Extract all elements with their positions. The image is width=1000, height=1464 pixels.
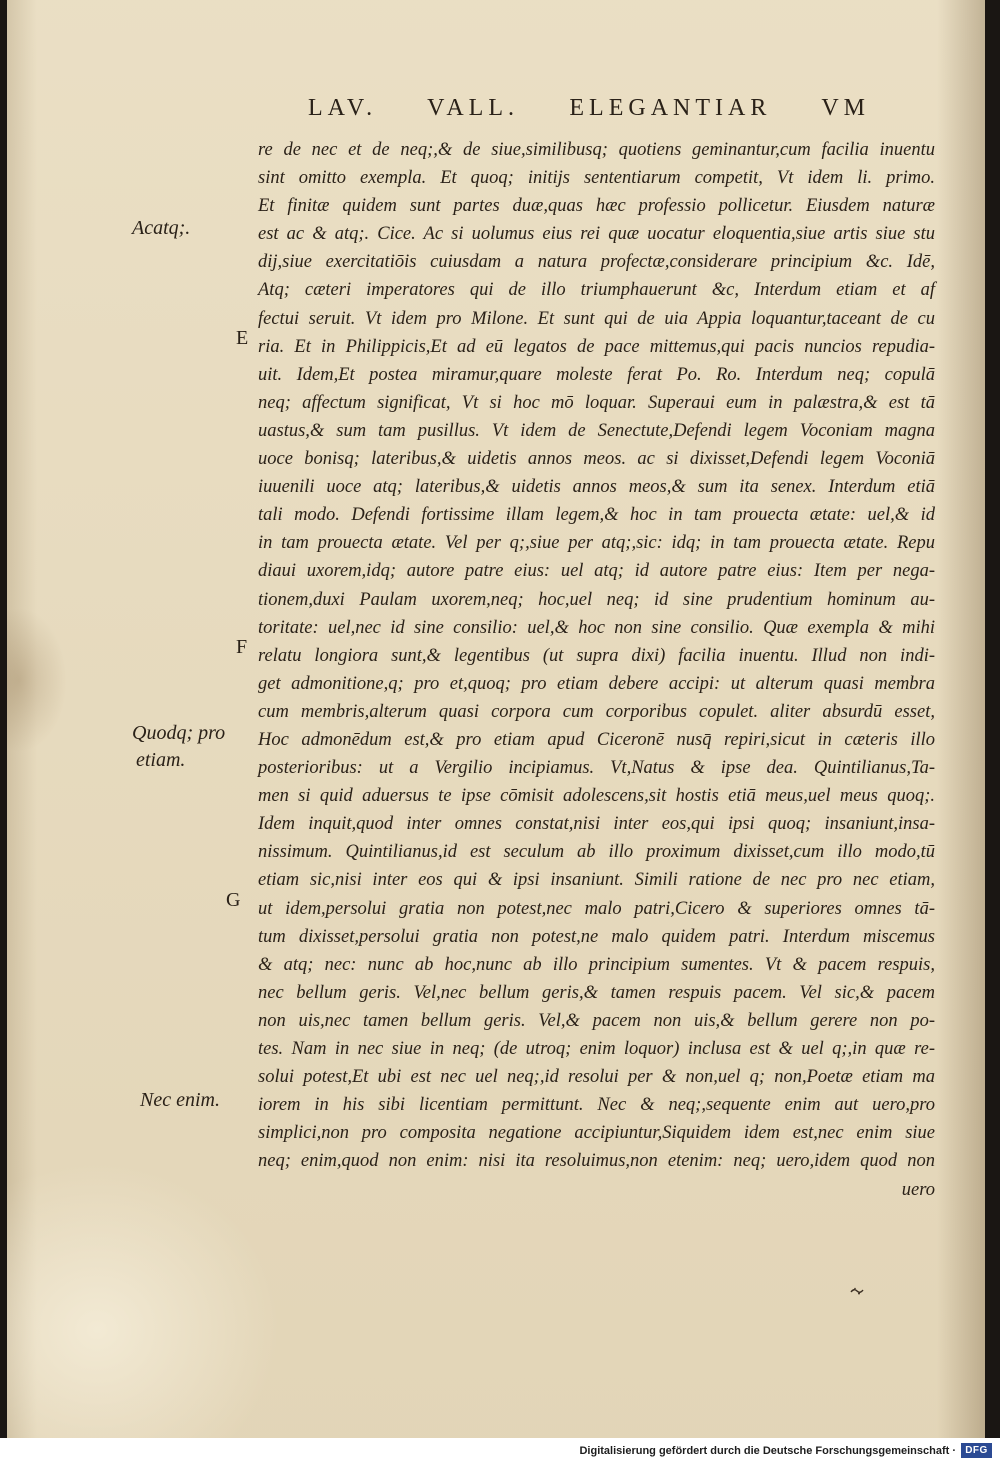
text-line: non uis,nec tamen bellum geris. Vel,& pacem non uis,& bellum gerere non po-	[258, 1010, 935, 1031]
text-line: Atq; cæteri imperatores qui de illo triumphauerunt &c, Interdum etiam et af	[258, 280, 935, 301]
text-line: ria. Et in Philippicis,Et ad eū legatos de pace mittemus,qui pacis nuncios repudia-	[258, 336, 935, 357]
text-line: in tam prouecta ætate. Vel per q;,siue per atq;,sic: idq; in tam prouecta ætate. Repu	[258, 533, 935, 554]
funding-credit: Digitalisierung gefördert durch die Deutsche Forschungsgemeinschaft ·	[579, 1445, 956, 1457]
dfg-logo: DFG	[961, 1443, 992, 1458]
section-marker-g: G	[226, 889, 241, 911]
text-line: posterioribus: ut a Vergilio incipiamus. Vt,Natus & ipse dea. Quintilianus,Ta-	[258, 758, 935, 779]
text-line: simplici,non pro composita negatione accipiuntur,Siquidem idem est,nec enim siue	[258, 1123, 935, 1144]
text-line: neq; affectum significat, Vt si hoc mō loquar. Superaui eum in palæstra,& est tā	[258, 392, 935, 413]
text-line: iorem in his sibi licentiam permittunt. Nec & neq;,sequente enim aut uero,pro	[258, 1095, 935, 1116]
text-line: toritate: uel,nec id sine consilio: uel,& hoc non sine consilio. Quæ exempla & mihi	[258, 617, 935, 638]
section-marker-e: E	[236, 327, 249, 349]
printer-mark	[850, 1286, 866, 1296]
text-line: tum dixisset,persolui gratia non potest,ne malo quidem patri. Interdum miscemus	[258, 926, 935, 947]
digitization-footer	[0, 1438, 1000, 1464]
text-line: dij,siue exercitatiōis cuiusdam a natura profectæ,considerare principium &c. Idē,	[258, 252, 935, 273]
text-line: uoce bonisq; lateribus,& uidetis annos meos. ac si dixisset,Defendi legem Voconiā	[258, 449, 935, 470]
text-line: & atq; nec: nunc ab hoc,nunc ab illo principium sumentes. Vt & pacem respuis,	[258, 954, 935, 975]
text-line: cum membris,alterum quasi corpora cum corporibus copulet. aliter absurdū esset,	[258, 701, 935, 722]
text-line: ut idem,persolui gratia non potest,nec malo patri,Cicero & superiores omnes tā-	[258, 898, 935, 919]
text-line: Hoc admonēdum est,& pro etiam apud Ciceronē nusq̄ repiri,sicut in cæteris illo	[258, 729, 935, 750]
text-line: Et finitæ quidem sunt partes duæ,quas hæc professio pollicetur. Eiusdem naturæ	[258, 196, 935, 217]
text-line: sint omitto exempla. Et quoq; initijs sententiarum competit, Vt idem li. primo.	[258, 168, 935, 189]
catchword: uero	[901, 1180, 935, 1200]
text-line: diaui uxorem,idq; autore patre eius: uel atq; id autore patre eius: Item per nega-	[258, 561, 935, 582]
section-marker-f: F	[236, 636, 248, 658]
text-line: men si quid aduersus te ipse cōmisit adolescens,sit hostis etiā meus,uel meus quoq;.	[258, 786, 935, 807]
text-line: uit. Idem,Et postea miramur,quare moleste ferat Po. Ro. Interdum neq; copulā	[258, 364, 935, 385]
text-line: re de nec et de neq;,& de siue,similibusq; quotiens geminantur,cum facilia inuentu	[258, 140, 935, 160]
text-line: est ac & atq;. Cice. Ac si uolumus eius rei quæ uocatur eloquentia,siue artis siue stu	[258, 224, 935, 245]
text-line: relatu longiora sunt,& legentibus (ut supra dixi) facilia inuentu. Illud non indi-	[258, 645, 935, 666]
margin-note-acatq: Acatq;.	[132, 217, 191, 239]
margin-note-quodq-line1: Quodq; pro	[132, 722, 226, 744]
text-line: tionem,duxi Paulam uxorem,neq; hoc,uel neq; id sine prudentium hominum au-	[258, 589, 935, 610]
text-line: tali modo. Defendi fortissime illam legem,& hoc in tam prouecta ætate: uel,& id	[258, 505, 935, 526]
text-line: iuuenili uoce atq; lateribus,& uidetis annos meos,& sum ita senex. Interdum etiā	[258, 477, 935, 498]
text-line: nissimum. Quintilianus,id est seculum ab illo proximum dixisset,cum illo modo,tū	[258, 842, 935, 863]
margin-note-nec-enim: Nec enim.	[140, 1089, 220, 1111]
main-text-block	[258, 136, 935, 1175]
text-line: tes. Nam in nec siue in neq; (de utroq; enim loquor) inclusa est & uel q;,in quæ re-	[258, 1039, 935, 1059]
text-line: get admonitione,q; pro et,quoq; pro etiam debere accipi: ut alterum quasi membra	[258, 673, 935, 694]
text-line: Idem inquit,quod inter omnes constat,nisi inter eos,qui ipsi quoq; insaniunt,insa-	[258, 814, 935, 835]
text-line: etiam sic,nisi inter eos qui & ipsi insaniunt. Simili ratione de nec pro nec etiam,	[258, 870, 935, 891]
text-line: nec bellum geris. Vel,nec bellum geris,& tamen respuis pacem. Vel sic,& pacem	[258, 982, 935, 1003]
text-line: uastus,& sum tam pusillus. Vt idem de Senectute,Defendi legem Voconiam magna	[258, 420, 935, 441]
text-line: fectui seruit. Vt idem pro Milone. Et sunt qui de uia Appia loquantur,taceant de cu	[258, 308, 935, 329]
margin-note-quodq-line2: etiam.	[136, 749, 186, 771]
text-line: solui potest,Et ubi est nec uel neq;,id resolui per & non,uel q; non,Poetæ etiam ma	[258, 1067, 935, 1088]
running-head: LAV. VALL. ELEGANTIAR VM	[308, 95, 870, 121]
book-page	[7, 0, 985, 1438]
text-line: neq; enim,quod non enim: nisi ita resoluimus,non etenim: neq; uero,idem quod non	[258, 1151, 935, 1172]
